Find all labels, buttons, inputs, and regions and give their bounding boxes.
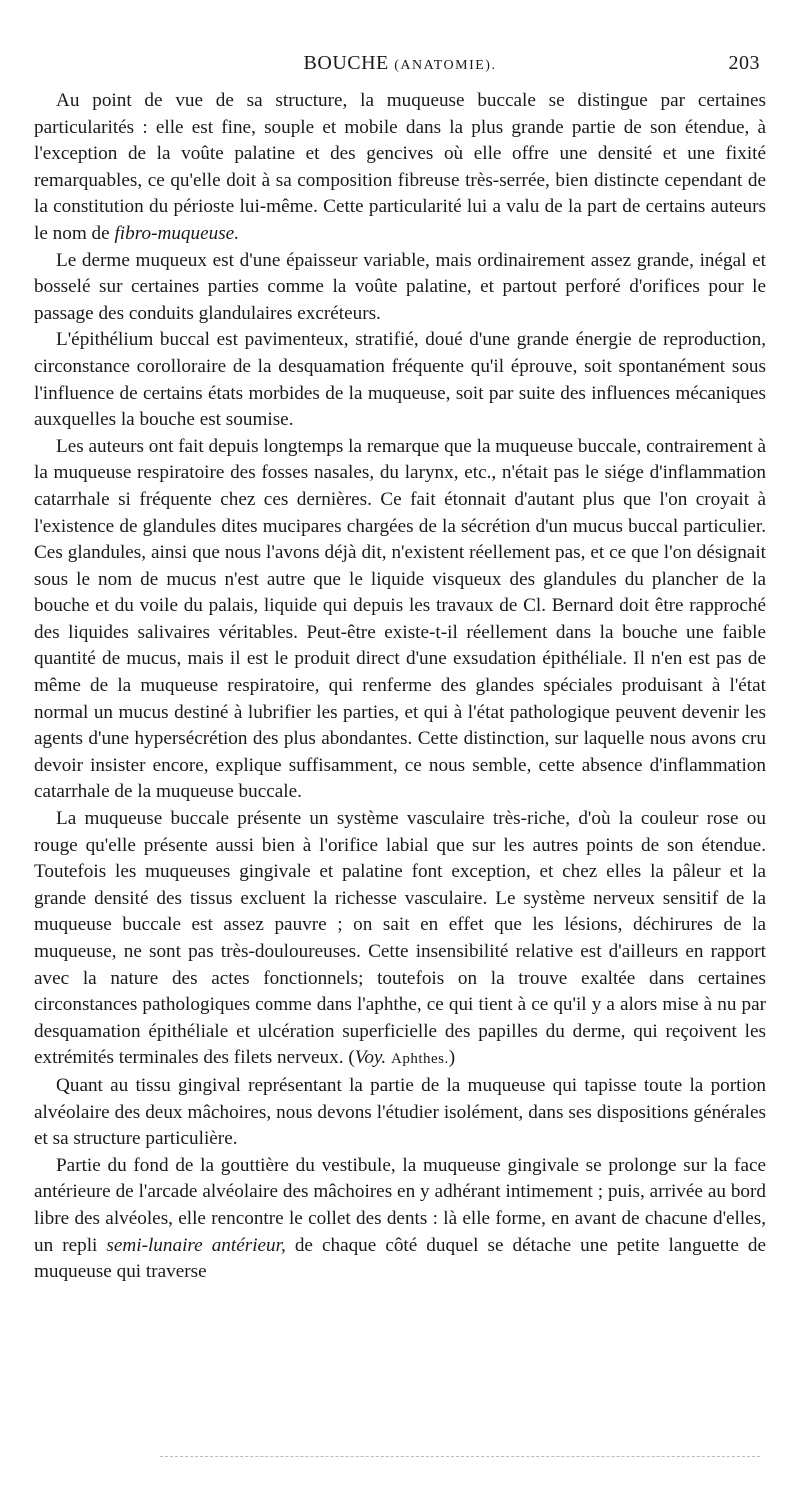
paragraph-text: Au point de vue de sa structure, la muqueuse buccale se distingue par certaines particularités : elle est fine, souple et mobile dans la plus grande partie de son étendue, à l'exception de la voûte palatine et des gencives où elle offre une densité et une fixité remarquables, ce qu'elle doit à sa composition fibreuse très-serrée, bien distincte cependant de la constitution du périoste lui-même. Cette particularité lui a valu de la part de certains auteurs le nom de xyxy=(34,90,766,244)
paragraph-text: La muqueuse buccale présente un système vasculaire très-riche, d'où la couleur rose ou rouge qu'elle présente aussi bien à l'orifice labial que sur les autres points de son étendue. Toutefois les muqueuses gingivale et palatine font exception, et chez elles la pâleur et la grande densité des tissus excluent la richesse vasculaire. Le système nerveux sensitif de la muqueuse buccale est assez pauvre ; on sait en effet que les lésions, déchirures de la muqueuse, ne sont pas très-douloureuses. Cette insensibilité relative est d'ailleurs en rapport avec la nature des actes fonctionnels; toutefois on la trouve exaltée dans certaines circonstances pathologiques comme dans l'aphthe, ce qui tient à ce qu'il y a alors mise à nu par desquamation épithéliale et ulcération superficielle des papilles du derme, qui reçoivent les extrémités terminales des filets nerveux. ( xyxy=(34,808,766,1069)
body-text xyxy=(34,88,766,1286)
paragraph-derme: Le derme muqueux est d'une épaisseur variable, mais ordinairement assez grande, inégal et bosselé sur certaines parties comme la voûte palatine, et partout perforé d'orifices pour le passage des conduits glandulaires excréteurs. xyxy=(34,249,766,324)
header-title: BOUCHE xyxy=(303,52,389,74)
bottom-scan-rule xyxy=(160,1456,760,1457)
paragraph-text: ) xyxy=(448,1047,456,1069)
italic-term: fibro-muqueuse. xyxy=(114,222,239,244)
paragraph-text: Partie du fond de la gouttière du vestibule, la muqueuse gingivale se prolonge sur la face antérieure de l'arcade alvéolaire des mâchoires en y adhérant intimement ; puis, arrivée au bord libre des alvéoles, elle rencontre le collet des dents : là elle forme, en avant de chacune d'elles, un repli xyxy=(34,1154,766,1256)
paragraph-text: de chaque côté duquel se détache une petite languette de muqueuse qui traverse xyxy=(34,1234,766,1283)
paragraph-vasculaire xyxy=(34,806,766,1073)
paragraph-structure xyxy=(34,88,766,248)
paragraph-epithelium: L'épithélium buccal est pavimenteux, stratifié, doué d'une grande énergie de reproduction, circonstance corolloraire de la desquamation fréquente qu'il éprouve, soit spontanément sous l'influence de certains états morbides de la muqueuse, soit par suite des influences mécaniques auxquelles la bouche est soumise. xyxy=(34,329,766,431)
italic-term: semi-lunaire antérieur, xyxy=(106,1234,286,1256)
italic-reference: Voy. xyxy=(354,1047,387,1069)
running-title xyxy=(34,52,766,75)
paragraph-gingival: Quant au tissu gingival représentant la partie de la muqueuse qui tapisse toute la portion alvéolaire des deux mâchoires, nous devons l'étudier isolément, dans ses dispositions générales et sa structure particulière. xyxy=(34,1074,766,1150)
paragraph-catarrhe: Les auteurs ont fait depuis longtemps la remarque que la muqueuse buccale, contrairement à la muqueuse respiratoire des fosses nasales, du larynx, etc., n'était pas le siége d'inflammation catarrhale si fréquente chez ces dernières. Ce fait étonnait d'autant plus que l'on croyait à l'existence de glandules dites mucipares chargées de la sécrétion d'un mucus buccal particulier. Ces glandules, ainsi que nous l'avons déjà dit, n'existent réellement pas, et ce que l'on désignait sous le nom de mucus n'est autre que le liquide visqueux des glandules du plancher de la bouche et du voile du palais, liquide qui depuis les travaux de Cl. Bernard doit être rapproché des liquides salivaires véritables. Peut-être existe-t-il réellement dans la bouche une faible quantité de mucus, mais il est le produit direct d'une exsudation épithéliale. Il n'en est pas de même de la muqueuse respiratoire, qui renferme des glandes spéciales produisant à l'état normal un mucus destiné à lubrifier les parties, et qui à l'état pathologique peuvent devenir les agents d'une hypersécrétion des plus abondantes. Cette distinction, sur laquelle nous avons cru devoir insister encore, explique suffisamment, ce nous semble, cette absence d'inflammation catarrhale de la muqueuse buccale. xyxy=(34,435,766,803)
running-header xyxy=(34,52,766,88)
cross-reference: Aphthes. xyxy=(391,1051,449,1068)
paragraph-gouttiere xyxy=(34,1153,766,1286)
header-subtitle: (ANATOMIE). xyxy=(394,58,497,73)
page-number: 203 xyxy=(728,52,760,74)
